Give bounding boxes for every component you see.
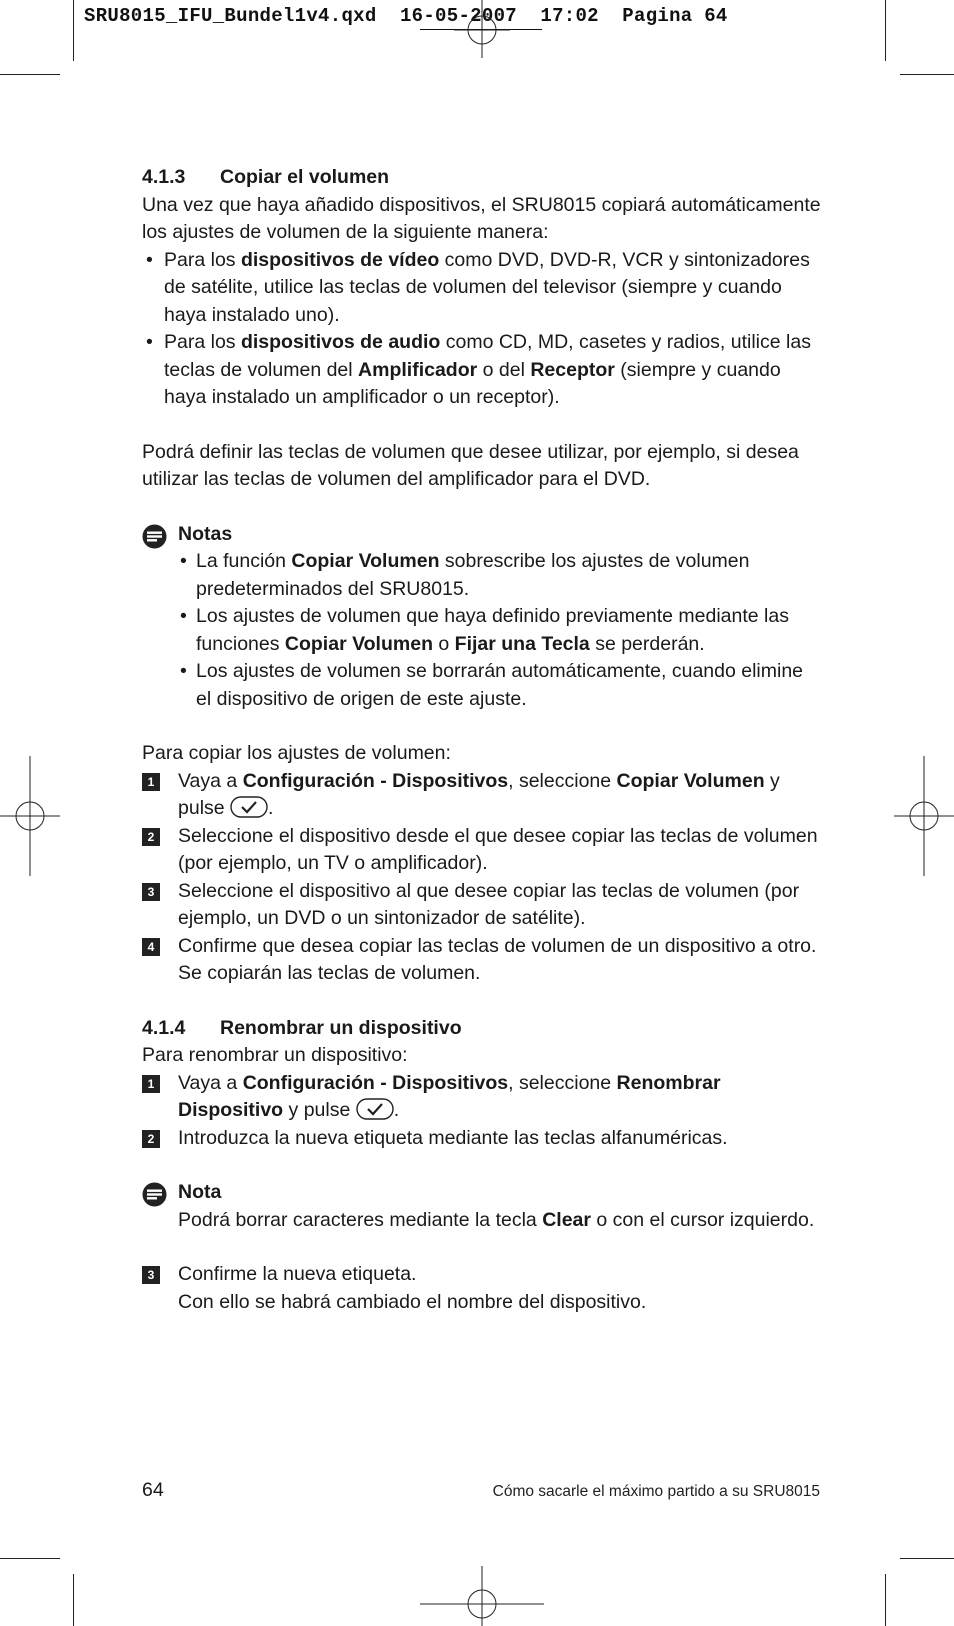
crop-mark-top-right-horizontal [900,74,954,75]
section-heading-4-1-4 [142,1015,822,1043]
text-run: , seleccione [508,769,617,792]
section-number: 4.1.3 [142,166,186,188]
note-title: Nota [178,1181,222,1203]
volume-rules-list [142,247,822,412]
paragraph: Podrá definir las teclas de volumen que desee utilizar, por ejemplo, si desea utilizar las teclas de volumen del amplificador para el DVD. [142,440,799,490]
note-icon [142,524,167,549]
text-run: y pulse [283,1099,356,1121]
text-run: , seleccione [508,1071,617,1094]
text-run: como CD, MD, casetes y radios, utilice las teclas de volumen del [164,331,811,381]
registration-mark-left-icon [0,756,62,876]
bold-term: dispositivos de audio [240,331,441,353]
step-text: Confirme la nueva etiqueta. [178,1263,417,1285]
text-run: como DVD, DVD-R, VCR y sintonizadores de satélite, utilice las teclas de volumen del televisor (siempre y cuando haya instalado uno). [164,248,810,326]
bold-term: dispositivos de vídeo [240,248,440,271]
text-run: Vaya a [178,1071,243,1094]
step-text: Seleccione el dispositivo al que desee copiar las teclas de volumen (por ejemplo, un DVD o un sintonizador de satélite). [178,879,800,929]
section-number: 4.1.4 [142,1016,186,1039]
step-number-badge: 4 [142,938,160,956]
section-heading-4-1-3 [142,164,822,192]
text-run: Para los [164,331,241,353]
note-heading [142,1179,822,1207]
bold-term: Copiar Volumen [616,769,765,792]
text-run: La función [196,550,292,572]
crop-mark-top-left-horizontal [0,74,60,75]
bold-term: Configuración - Dispositivos [242,769,509,792]
list-item: • Los ajustes de volumen se borrarán automáticamente, cuando elimine el dispositivo de origen de este ajuste. [178,658,822,713]
running-footer: Cómo sacarle el máximo partido a su SRU8015 [492,1483,820,1500]
ok-check-button-icon [356,1098,394,1120]
text-run: Vaya a [178,769,243,792]
page-content [142,164,822,1316]
step-number-badge: 1 [142,1075,160,1093]
bold-term: Configuración - Dispositivos [242,1071,509,1094]
bold-term: Receptor [530,358,615,381]
crop-mark-bottom-left-horizontal [0,1558,60,1559]
notes-list [178,548,822,713]
step-number-badge: 3 [142,883,160,901]
bold-term: Copiar Volumen [284,632,433,655]
print-slug: SRU8015_IFU_Bundel1v4.qxd 16-05-2007 17:02 Pagina 64 [84,5,728,27]
section-intro: Para renombrar un dispositivo: [142,1044,408,1066]
crop-mark-bottom-left-vertical [73,1574,74,1626]
step-number-badge: 2 [142,828,160,846]
bold-term: Amplificador [358,358,478,381]
steps-intro: Para copiar los ajustes de volumen: [142,742,451,764]
text-run: Los ajustes de volumen que haya definido previamente mediante las funciones [196,605,789,655]
text-run: o con el cursor izquierdo. [590,1208,815,1231]
list-item [142,329,822,412]
step-number-badge: 1 [142,773,160,791]
rename-step-2 [142,1125,822,1153]
step-result: Con ello se habrá cambiado el nombre del dispositivo. [178,1290,647,1313]
step-text: Introduzca la nueva etiqueta mediante las teclas alfanuméricas. [178,1126,728,1149]
page-number: 64 [142,1479,164,1501]
notes-heading [142,521,822,549]
section-intro: Una vez que haya añadido dispositivos, el SRU8015 copiará automáticamente los ajustes de volumen de la siguiente manera: [142,193,821,243]
notes-title: Notas [178,522,233,545]
step-number-badge: 3 [142,1266,160,1284]
step-3 [142,878,822,933]
text-run: Para los [164,248,241,271]
section-title: Copiar el volumen [220,166,390,188]
text-run: Podrá borrar caracteres mediante la tecla [178,1208,543,1231]
rename-step-1 [142,1070,822,1125]
ok-check-button-icon [230,796,268,818]
step-4 [142,933,822,988]
step-text: Confirme que desea copiar las teclas de volumen de un dispositivo a otro. [178,934,817,957]
text-run: se perderán. [589,632,705,655]
step-text: Seleccione el dispositivo desde el que desee copiar las teclas de volumen (por ejemplo, un TV o amplificador). [178,824,818,874]
step-1 [142,768,822,823]
list-item [178,548,822,603]
bold-term: Copiar Volumen [291,550,440,572]
crop-mark-top-right-vertical [885,0,886,61]
crop-mark-bottom-right-vertical [885,1574,886,1626]
text-run: (siempre y cuando haya instalado un amplificador o un receptor). [164,358,781,408]
crop-mark-bottom-right-horizontal [900,1558,954,1559]
list-item [178,603,822,658]
note-body [142,1207,822,1235]
step-number-badge: 2 [142,1130,160,1148]
text-run: o del [477,358,531,381]
text-run: . [393,1099,400,1121]
step-result: Se copiarán las teclas de volumen. [178,962,481,984]
text-run: sobrescribe los ajustes de volumen predeterminados del SRU8015. [196,550,750,600]
rename-step-3 [142,1261,822,1316]
bold-term: Renombrar Dispositivo [178,1071,721,1121]
registration-mark-right-icon [892,756,954,876]
step-2 [142,823,822,878]
registration-mark-bottom-icon [420,1566,544,1626]
bold-term: Clear [542,1208,591,1231]
section-title: Renombrar un dispositivo [220,1016,462,1039]
notes-body [142,548,822,713]
registration-mark-top-icon [450,0,514,60]
note-icon [142,1182,167,1207]
crop-mark-top-left-vertical [73,0,74,61]
text-run: . [268,797,274,819]
bold-term: Fijar una Tecla [454,632,590,655]
text-run: o [432,632,455,655]
list-item [142,247,822,330]
text-run: y pulse [178,769,780,819]
